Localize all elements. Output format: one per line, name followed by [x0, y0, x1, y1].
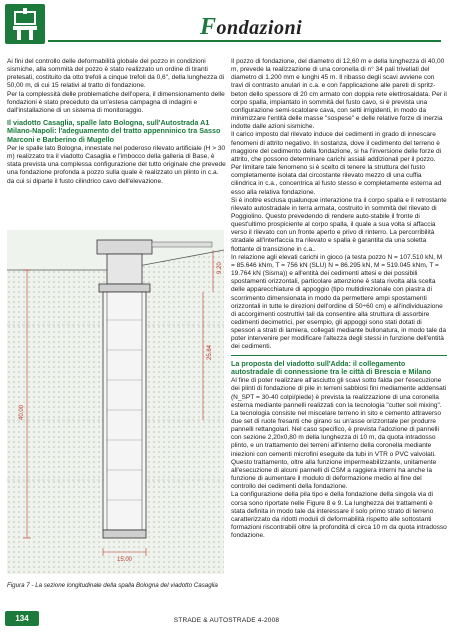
- paragraph: Per la complessità delle problematiche dell'opera, il dimensionamento delle fondazioni è stato preceduto da un'estesa campagna di indagini e dall'installazione di un sistema di monitoraggio.: [7, 90, 225, 114]
- footer-magazine: STRADE & AUTOSTRADE 4-2008: [173, 617, 280, 624]
- right-column: [231, 58, 447, 540]
- section-title: Fondazioni: [200, 14, 303, 40]
- section-heading: Il viadotto Casaglia, spalle lato Bologna, sull'Autostrada A1 Milano-Napoli: l'adeguamento del tratto appenninico tra Sasso Marconi e Barberino di Mugello: [7, 118, 221, 144]
- figure-caption: Figura 7 - La sezione longitudinale della spalla Bologna del viadotto Casaglia: [7, 582, 218, 589]
- page-header: [0, 0, 453, 48]
- header-rule: [48, 40, 441, 42]
- dimension-label-width: 15.00: [117, 557, 133, 563]
- section-heading: La proposta del viadotto sull'Adda: il collegamento autostradale di connessione tra le città di Brescia e Milano: [231, 358, 432, 376]
- figure-section-drawing: [7, 230, 224, 574]
- paragraph: Si è inoltre esclusa qualunque interazione tra il corpo spalla e il retrostante rilevato autostradale in terra armata, costruito in sommità del rilevato di Poggiolino. Questo prevedendo di rendere auto-stabile il fronte di quest'ultimo prospiciente al corpo spalla, il quale a sua volta si affaccia verso il rilevato con un fronte aperto e privo di rinterro. La percorribilità stradale all'interfaccia tra rilevato e spalla è garantita da una soletta flottante di transizione in c.a..: [231, 196, 447, 253]
- paragraph: Il pozzo di fondazione, del diametro di 12,60 m e della lunghezza di 40,00 m, prevede la realizzazione di una coronella di n° 34 pali trivellati del diametro di 1.200 mm e lunghi 45 m. Il ribasso degli scavi avviene con travi di contrasto anulari in c.a. e con l'applicazione alle pareti di spritz-beton dello spessore di 20 cm armato con doppia rete elettrosaldata. Per il corpo spalla, impiantato in sommità del fusto cavo, si è prevista una configurazione semi-scatolare cava, con setti irrigidenti, in modo da minimizzare l'entità delle masse "sospese" e delle relative forze di inerzia indotte dalle azioni sismiche.: [231, 58, 447, 131]
- left-column: [7, 58, 226, 186]
- paragraph: La configurazione della pila tipo e della fondazione della singola via di corsa sono riportate nelle Figure 8 e 9. La lunghezza dei trattamenti è stata definita in modo tale da interessare il solo primo strato di terreno caratterizzato da ridotti moduli di deformabilità rispetto alle sottostanti formazioni riscontrabili oltre la profondità di circa 10 m da quota intradosso fondazione.: [231, 491, 447, 540]
- page-number: 134: [5, 611, 39, 626]
- paragraph: In relazione agli elevati carichi in gioco (a testa pozzo N = 107.510 kN, M = 85.646 kNm, T = 756 kN (SLU) N = 86.295 kN, M = 519.045 kNm, T = 19.764 kN (Sisma)) e all'entità dei cedimenti attesi e dei possibili spostamenti orizzontali, particolare attenzione è stata rivolta alla scelta delle apparecchiature di appoggio (tipo multidirezionale con piastra di scorrimento dimensionata in modo da permettere ampi spostamenti orizzontali in tutte le direzioni dell'ordine di 50÷60 cm) e all'individuazione di accorgimenti costruttivi tali da consentire alla struttura di assorbire cedimenti decimetrici, per esempio, gli appoggi sono stati dotati di spessori a strati di lamiera, collegati mediante bullonatura, in modo tale da poter intervenire per modificare l'altezza degli stessi in funzione dell'entità dei cedimenti.: [231, 253, 447, 351]
- paragraph: Per le spalle lato Bologna, innestate nel poderoso rilevato artificiale (H > 30 m) realizzato tra il viadotto Casaglia e l'imbocco della galleria di Base, è stata prevista una complessa configurazione del tutto originale che prevede una fondazione profonda a pozzo sulla quale è realizzato un plinto in c.a. da cui si diparte il fusto cilindrico cavo dell'elevazione.: [7, 144, 226, 185]
- section-logo-icon: [5, 4, 45, 44]
- dimension-label-top: 9.20: [217, 262, 223, 274]
- section-rule: [231, 355, 447, 356]
- paragraph: Ai fini del controllo delle deformabilità globale del pozzo in condizioni sismiche, alla sommità del pozzo è stato realizzato un ordine di tiranti pretesati, costituito da otto trefoli a cinque trefoli da 0,6", della lunghezza di 50,00 m, di cui 15 relativi al tratto di fondazione.: [7, 58, 225, 90]
- paragraph: Al fine di poter realizzare all'asciutto gli scavi sotto falda per l'esecuzione dei plinti di fondazione di pile in terreni sabbiosi fini mediamente addensati (N_SPT = 30-40 colpi/piede) è prevista la realizzazione di una coronella esterna mediante pannelli realizzati con la tecnologia "cutter soil mixing". La tecnologia consiste nel miscelare terreno in sito e cemento attraverso due set di ruote fresanti che girano su un'asse orizzontale per produrre pannelli rettangolari. Nel caso specifico, è prevista l'adozione di pannelli con sezione 2,20x0,80 m della lunghezza di 10 m, da quota intradosso plinto, e un trattamento dei terreni all'interno della coronella mediante iniezioni con cementi microfini eseguite da tubi in VTR o PVC valvolati. Questo trattamento, oltre alla funzione impermeabilizzante, unitamente all'esecuzione di alcuni pannelli di CSM a raggiera interni ha anche la funzione di aumentare il modulo di deformazione medio al fine del controllo dei cedimenti della fondazione.: [231, 377, 447, 491]
- paragraph: Il carico imposto dal rilevato induce dei cedimenti in grado di innescare fenomeni di attrito negativo. In sostanza, dove il cedimento del terreno è maggiore del cedimento della fondazione, si ha l'inversione delle forze di attrito, che possono determinare carichi assiali addizionali per il pozzo. Per limitare tale fenomeno si è scelto di tenere la struttura del fusto completamente isolata dal circostante rilevato mezzo di una cuffia cilindrica in c.a., concentrica al fusto stesso e completamente esterna ad esso alla relativa fondazione.: [231, 131, 442, 196]
- dimension-label-depth: 40.00: [19, 404, 25, 420]
- dimension-label-mid: 25.84: [207, 344, 213, 360]
